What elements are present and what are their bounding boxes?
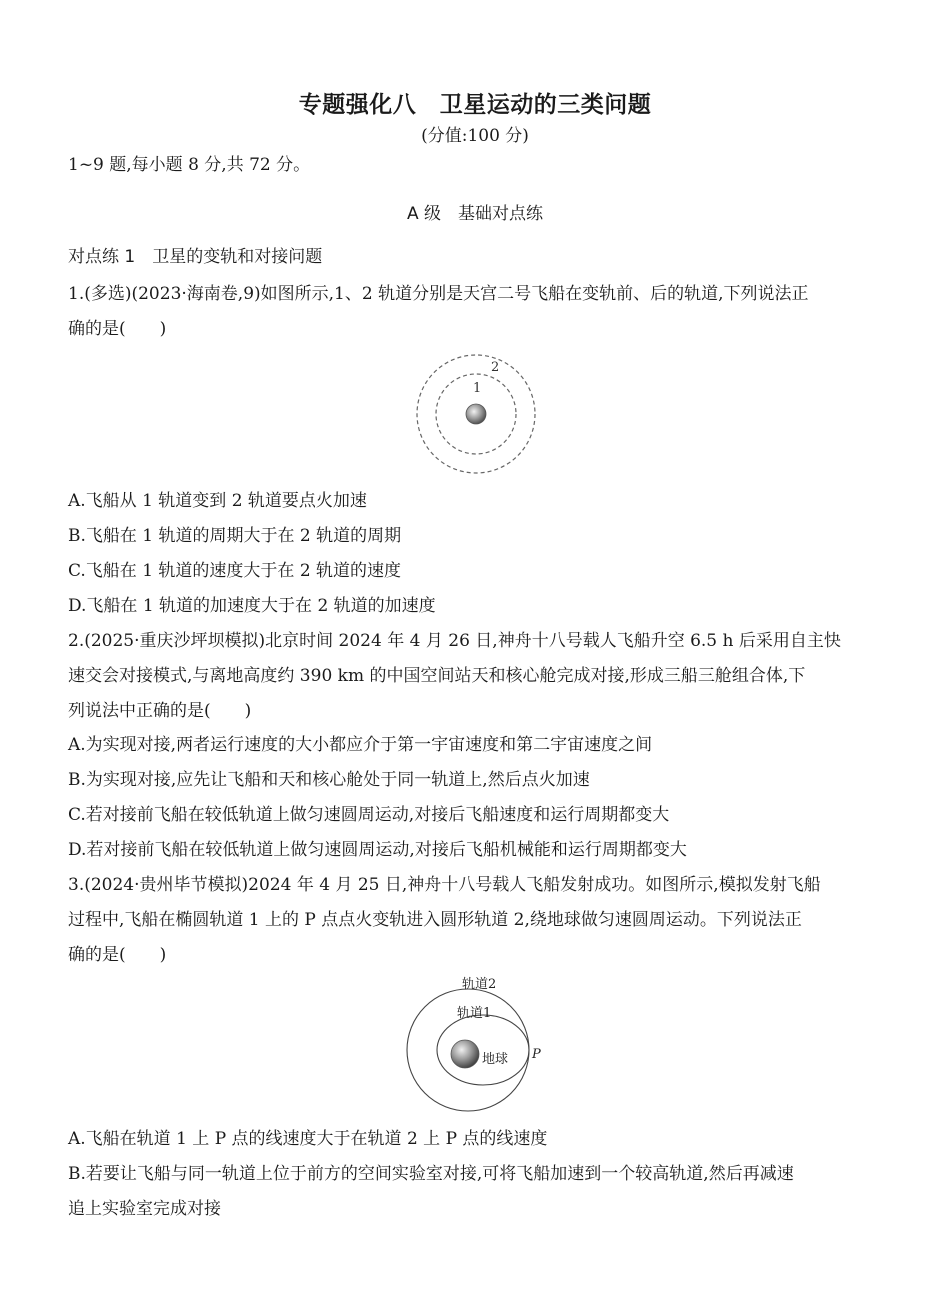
q1-orbit-figure [410,350,542,482]
planet-icon [466,404,486,424]
q3-option-a: A.飞船在轨道 1 上 P 点的线速度大于在轨道 2 上 P 点的线速度 [68,1129,548,1149]
q2-stem-line2: 速交会对接模式,与离地高度约 390 km 的中国空间站天和核心舱完成对接,形成三船三舱组合体,下 [68,666,806,686]
point-p-label: P [532,1047,541,1062]
orbit-2-label: 2 [491,360,500,375]
q2-stem-line1: 2.(2025·重庆沙坪坝模拟)北京时间 2024 年 4 月 26 日,神舟十八号载人飞船升空 6.5 h 后采用自主快 [68,631,841,651]
section-heading: 对点练 1 卫星的变轨和对接问题 [68,247,323,267]
orbit-1-label: 轨道1 [457,1006,492,1021]
level-heading: A 级 基础对点练 [406,204,544,224]
intro-text: 1~9 题,每小题 8 分,共 72 分。 [68,155,311,175]
orbit-1-ellipse [437,1015,529,1085]
page-title: 专题强化八 卫星运动的三类问题 [298,92,652,118]
q3-option-b-continued: 追上实验室完成对接 [68,1199,221,1219]
q2-option-a: A.为实现对接,两者运行速度的大小都应介于第一宇宙速度和第二宇宙速度之间 [68,735,653,755]
q2-option-d: D.若对接前飞船在较低轨道上做匀速圆周运动,对接后飞船机械能和运行周期都变大 [68,840,687,860]
orbit-1-label: 1 [473,381,482,396]
q3-orbit-figure [400,970,560,1120]
q1-option-b: B.飞船在 1 轨道的周期大于在 2 轨道的周期 [68,526,402,546]
q2-option-c: C.若对接前飞船在较低轨道上做匀速圆周运动,对接后飞船速度和运行周期都变大 [68,805,670,825]
q1-option-a: A.飞船从 1 轨道变到 2 轨道要点火加速 [68,491,367,511]
q1-stem-line1: 1.(多选)(2023·海南卷,9)如图所示,1、2 轨道分别是天宫二号飞船在变轨前、后的轨道,下列说法正 [68,284,809,304]
q3-option-b: B.若要让飞船与同一轨道上位于前方的空间实验室对接,可将飞船加速到一个较高轨道,然后再减速 [68,1164,794,1184]
earth-icon [451,1040,479,1068]
q3-stem-line2: 过程中,飞船在椭圆轨道 1 上的 P 点点火变轨进入圆形轨道 2,绕地球做匀速圆周运动。下列说法正 [68,910,802,930]
earth-label: 地球 [482,1052,509,1067]
score-note: (分值:100 分) [421,126,529,146]
q1-option-c: C.飞船在 1 轨道的速度大于在 2 轨道的速度 [68,561,402,581]
q3-stem-line1: 3.(2024·贵州毕节模拟)2024 年 4 月 25 日,神舟十八号载人飞船发射成功。如图所示,模拟发射飞船 [68,875,821,895]
q3-stem-line3: 确的是( ) [68,945,167,965]
orbit-2-label: 轨道2 [462,977,497,992]
q1-stem-line2: 确的是( ) [68,319,167,339]
q1-option-d: D.飞船在 1 轨道的加速度大于在 2 轨道的加速度 [68,596,436,616]
q2-stem-line3: 列说法中正确的是( ) [68,701,252,721]
q2-option-b: B.为实现对接,应先让飞船和天和核心舱处于同一轨道上,然后点火加速 [68,770,590,790]
